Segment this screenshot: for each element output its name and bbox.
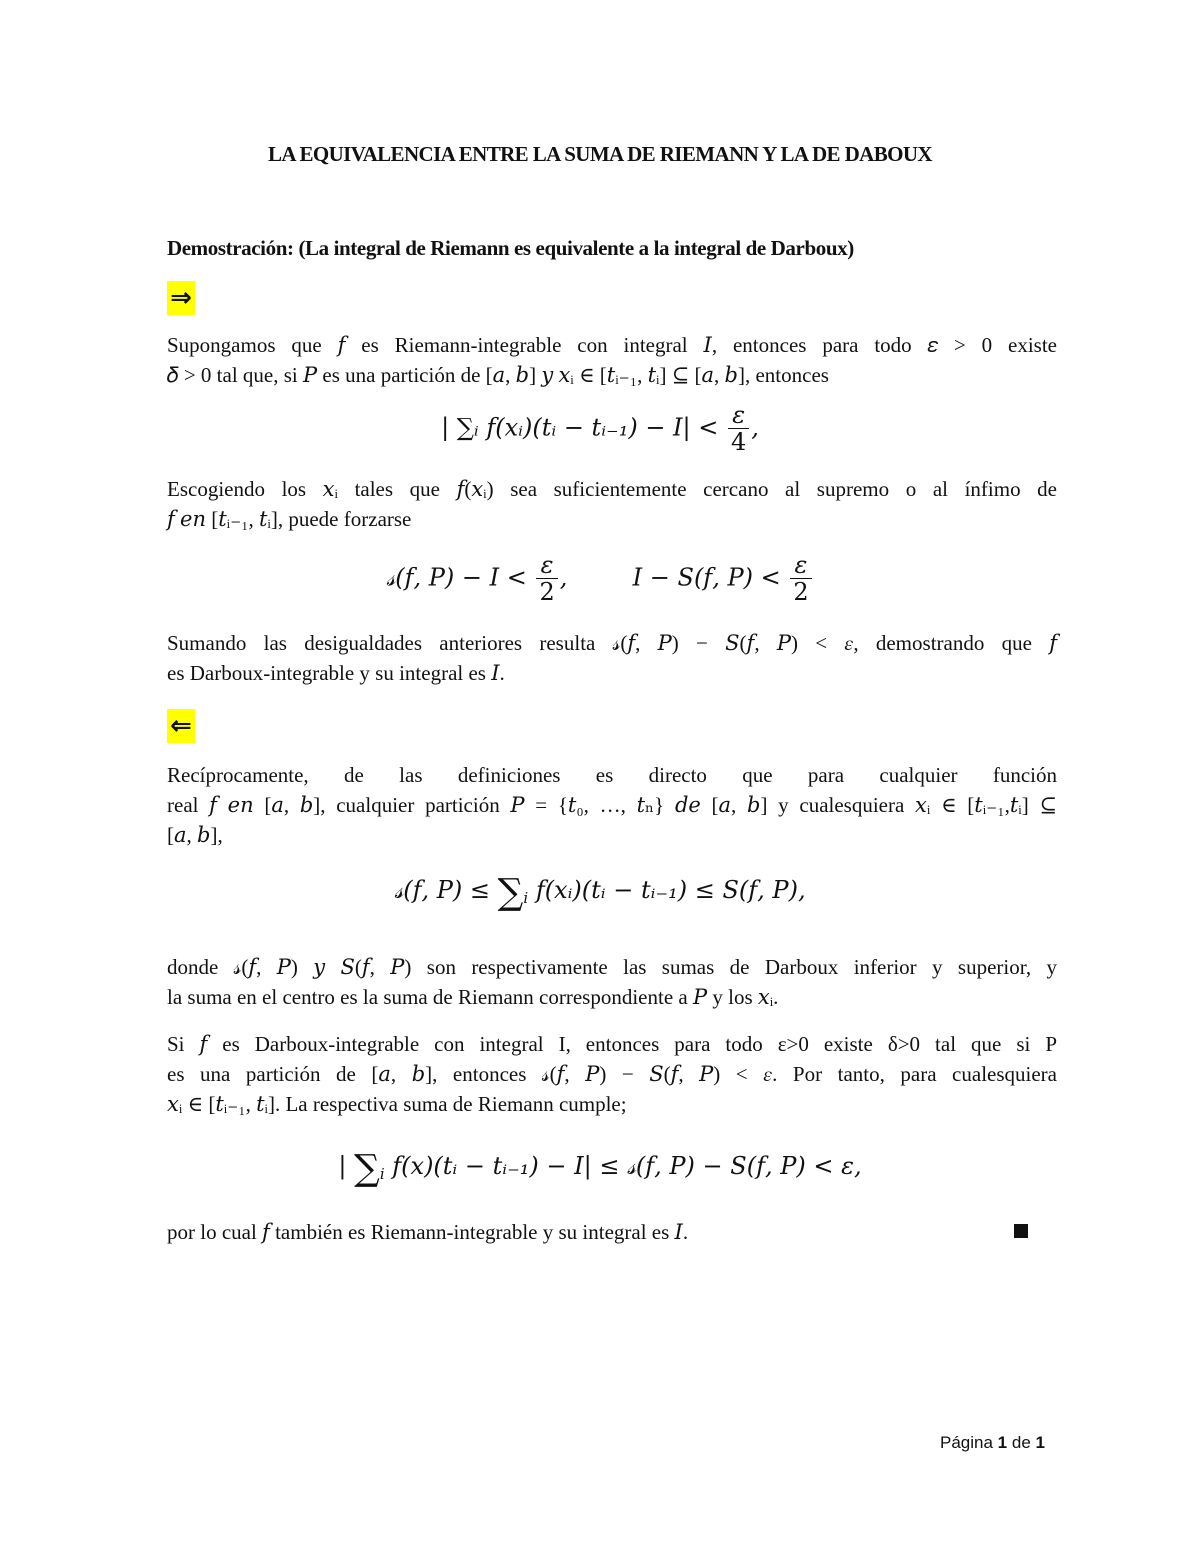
paragraph-reciprocal [167,760,1057,850]
paragraph-conclusion: por lo cual 𝑓 también es Riemann-integrable y su integral es 𝐼. [167,1220,689,1244]
text-line: es una partición de [𝑎, 𝑏], entonces 𝓈(𝑓, 𝑃) − 𝑆(𝑓, 𝑃) < 𝜀. Por tanto, para cualesquiera [167,1062,1057,1086]
summation-symbol: ∑ [354,1148,380,1189]
numerator: ε [536,552,557,579]
numerator: ε [790,552,811,579]
footer-prefix: Página [940,1433,993,1452]
text-line: 𝑥ᵢ ∈ [𝑡ᵢ₋₁, 𝑡ᵢ]. La respectiva suma de Riemann cumple; [167,1092,627,1116]
equation-final-bound [0,1148,1200,1189]
text-line: Sumando las desigualdades anteriores resulta 𝓈(𝑓, 𝑃) − 𝑆(𝑓, 𝑃) < 𝜀, demostrando que 𝑓 [167,631,1057,655]
paragraph-sum-inequalities [167,628,1057,688]
text-line: [𝑎, 𝑏], [167,823,223,847]
footer-total-pages: 1 [1035,1433,1045,1452]
fraction-epsilon-quarter [728,402,749,456]
equation-part-upper: 𝐼 − 𝑆(𝑓, 𝑃) < [632,563,781,592]
denominator: 2 [539,578,555,607]
equation-separator: , [559,563,568,592]
equation-riemann-sum-bound [0,402,1200,456]
footer-of: de [1011,1433,1031,1452]
backward-arrow-icon: ⇐ [167,709,195,743]
text-line: Supongamos que 𝑓 es Riemann-integrable con integral 𝐼, entonces para todo 𝜀 > 0 existe [167,333,1057,357]
summation-symbol: ∑ [497,872,524,913]
fraction-epsilon-half [536,552,557,606]
equation-tail: , [751,413,759,442]
paragraph-where [167,952,1057,1012]
text-line: donde 𝓈(𝑓, 𝑃) 𝑦 𝑆(𝑓, 𝑃) son respectivamente las sumas de Darboux inferior y superior, y [167,955,1057,979]
paragraph-darboux-assumption [167,1029,1057,1119]
numerator: ε [728,402,749,429]
equation-right: 𝑓(𝑥)(𝑡ᵢ − 𝑡ᵢ₋₁) − 𝐼| ≤ 𝓈(𝑓, 𝑃) − 𝑆(𝑓, 𝑃) < 𝜀, [392,1152,862,1180]
equation-part-lower: 𝓈(𝑓, 𝑃) − 𝐼 < [386,563,527,592]
footer-page-number: 1 [997,1433,1008,1452]
paragraph-riemann-assumption [167,330,1057,390]
proof-heading: Demostración: (La integral de Riemann es equivalente a la integral de Darboux) [167,236,854,260]
summation-index: i [523,889,529,907]
page-footer [940,1433,1045,1453]
text-line: Si 𝑓 es Darboux-integrable con integral I, entonces para todo ε>0 existe δ>0 tal que si P [167,1032,1057,1056]
qed-square-icon [1014,1224,1028,1238]
equation-left: | ∑ᵢ 𝑓(𝑥ᵢ)(𝑡ᵢ − 𝑡ᵢ₋₁) − 𝐼| < [441,413,719,442]
denominator: 2 [793,578,809,607]
text-line: Escogiendo los 𝑥ᵢ tales que 𝑓(𝑥ᵢ) sea suficientemente cercano al supremo o al ínfimo de [167,477,1057,501]
equation-darboux-riemann-chain [0,872,1200,913]
text-line: real 𝑓 𝑒𝑛 [𝑎, 𝑏], cualquier partición 𝑃 = {𝑡₀, …, 𝑡ₙ} 𝑑𝑒 [𝑎, 𝑏] y cualesquiera 𝑥ᵢ ∈ [𝑡ᵢ₋₁,𝑡ᵢ] ⊆ [167,793,1057,817]
equation-left: | [338,1152,347,1180]
text-line: 𝛿 > 0 tal que, si 𝑃 es una partición de [𝑎, 𝑏] 𝑦 𝑥ᵢ ∈ [𝑡ᵢ₋₁, 𝑡ᵢ] ⊆ [𝑎, 𝑏], entonces [167,363,829,387]
text-line: la suma en el centro es la suma de Riemann correspondiente a 𝑃 y los 𝑥ᵢ. [167,985,779,1009]
equation-left: 𝓈(𝑓, 𝑃) ≤ [394,876,491,904]
equation-darboux-bounds [0,552,1200,606]
equation-right: 𝑓(𝑥ᵢ)(𝑡ᵢ − 𝑡ᵢ₋₁) ≤ 𝑆(𝑓, 𝑃), [535,876,806,904]
paragraph-choosing-xi [167,474,1057,534]
summation-index: i [379,1165,385,1183]
text-line: Recíprocamente, de las definiciones es directo que para cualquier función [167,763,1057,787]
forward-arrow-icon: ⇒ [167,281,195,315]
denominator: 4 [731,428,747,457]
document-title: LA EQUIVALENCIA ENTRE LA SUMA DE RIEMANN Y LA DE DABOUX [267,142,932,166]
fraction-epsilon-half [790,552,811,606]
text-line: 𝑓 𝑒𝑛 [𝑡ᵢ₋₁, 𝑡ᵢ], puede forzarse [167,507,412,531]
text-line: es Darboux-integrable y su integral es 𝐼. [167,661,505,685]
